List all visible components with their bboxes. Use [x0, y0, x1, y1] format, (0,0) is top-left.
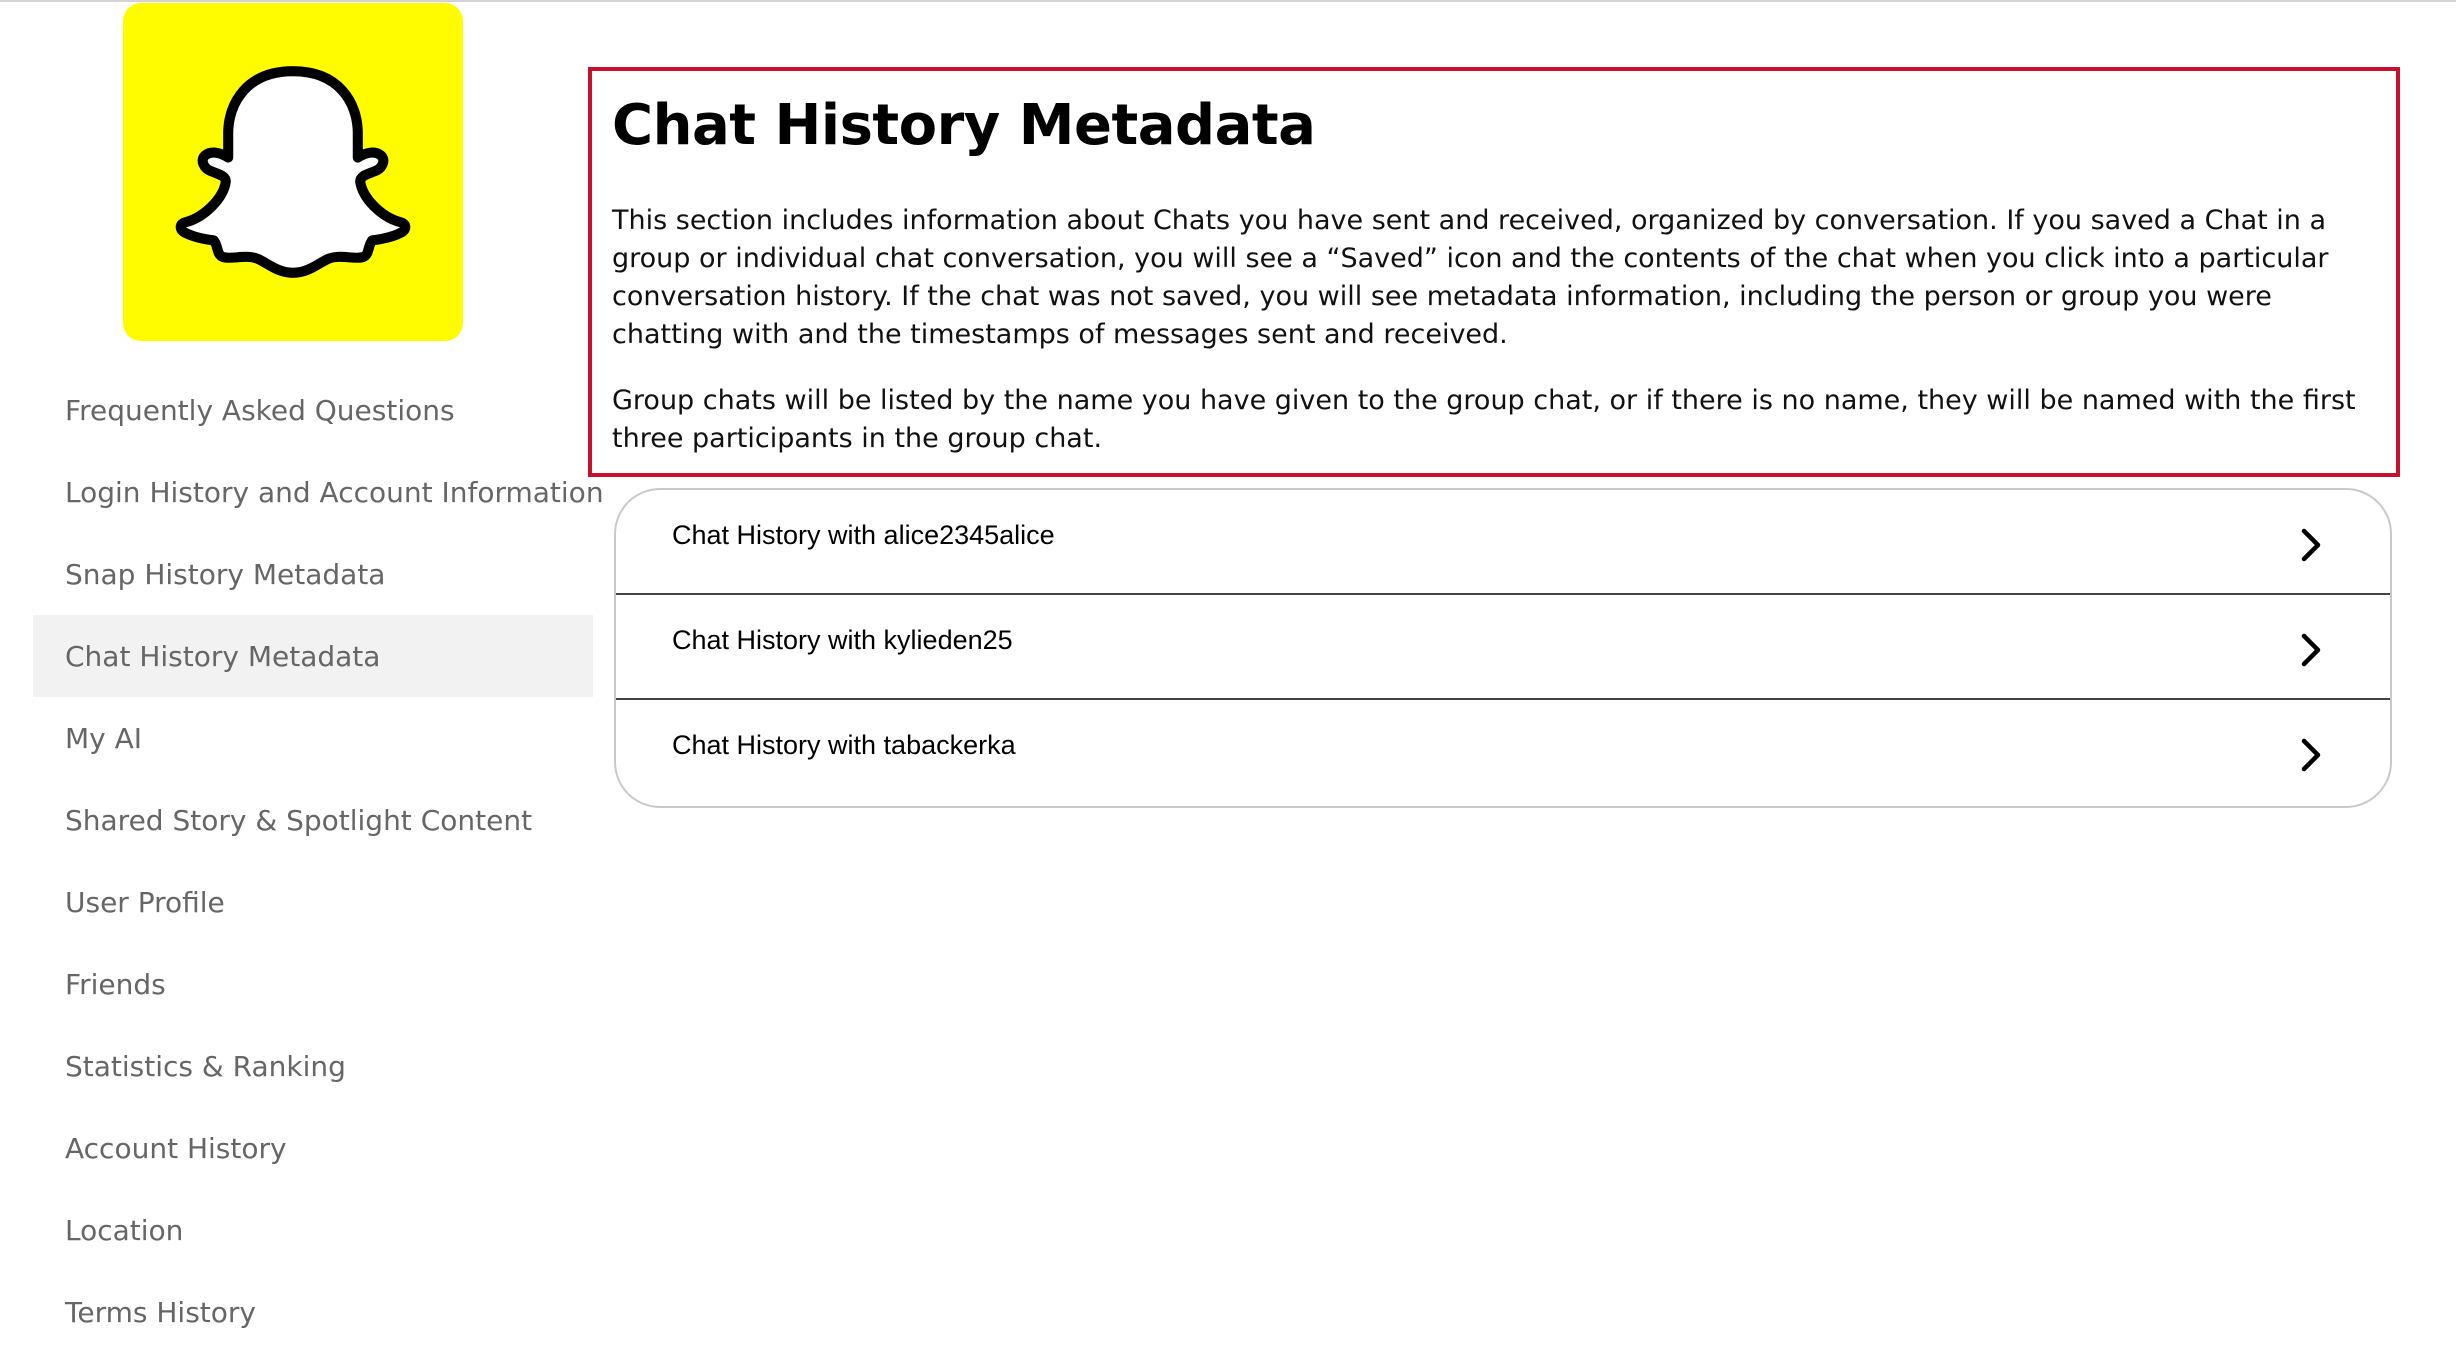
sidebar-item-snap-history[interactable]: Snap History Metadata: [65, 557, 386, 591]
chevron-right-icon[interactable]: [2296, 631, 2326, 669]
sidebar-item-shared-story[interactable]: Shared Story & Spotlight Content: [65, 803, 533, 837]
ghost-icon: [173, 52, 413, 292]
sidebar-item-user-profile[interactable]: User Profile: [65, 885, 225, 919]
sidebar-item-account-history[interactable]: Account History: [65, 1131, 287, 1165]
chevron-right-icon[interactable]: [2296, 736, 2326, 774]
sidebar-item-chat-history[interactable]: Chat History Metadata: [33, 615, 593, 697]
sidebar-nav: [33, 369, 604, 1353]
snapchat-logo: [123, 3, 463, 341]
chat-row-alice2345alice[interactable]: [616, 490, 2390, 595]
sidebar-item-terms-history[interactable]: Terms History: [65, 1295, 256, 1329]
sidebar-item-friends[interactable]: Friends: [65, 967, 166, 1001]
sidebar-item-statistics[interactable]: Statistics & Ranking: [65, 1049, 346, 1083]
group-chat-note: Group chats will be listed by the name you have given to the group chat, or if there is no name, they will be named with the first three participants in the group chat.: [612, 385, 2356, 454]
chevron-right-icon[interactable]: [2296, 526, 2326, 564]
chat-row-tabackerka[interactable]: [616, 700, 2390, 805]
chat-row-kylieden25[interactable]: [616, 595, 2390, 700]
chat-history-list: [614, 488, 2392, 808]
sidebar-item-location[interactable]: Location: [65, 1213, 184, 1247]
sidebar-item-login-history[interactable]: Login History and Account Information: [65, 475, 604, 509]
top-divider: [0, 0, 2456, 2]
chat-row-label: Chat History with tabackerka: [672, 730, 1016, 760]
sidebar-item-my-ai[interactable]: My AI: [65, 721, 143, 755]
page-title: Chat History Metadata: [612, 93, 1316, 158]
chat-row-label: Chat History with alice2345alice: [672, 520, 1055, 550]
section-description: This section includes information about Chats you have sent and received, organized by conversation. If you saved a Chat in a group or individual chat conversation, you will see a “Saved” icon and the contents of the chat when you click into a particular conversation history. If the chat was not saved, you will see metadata information, including the person or group you were chatting with and the timestamps of messages sent and received.: [612, 205, 2329, 350]
sidebar-item-faq[interactable]: Frequently Asked Questions: [65, 393, 455, 427]
chat-row-label: Chat History with kylieden25: [672, 625, 1013, 655]
